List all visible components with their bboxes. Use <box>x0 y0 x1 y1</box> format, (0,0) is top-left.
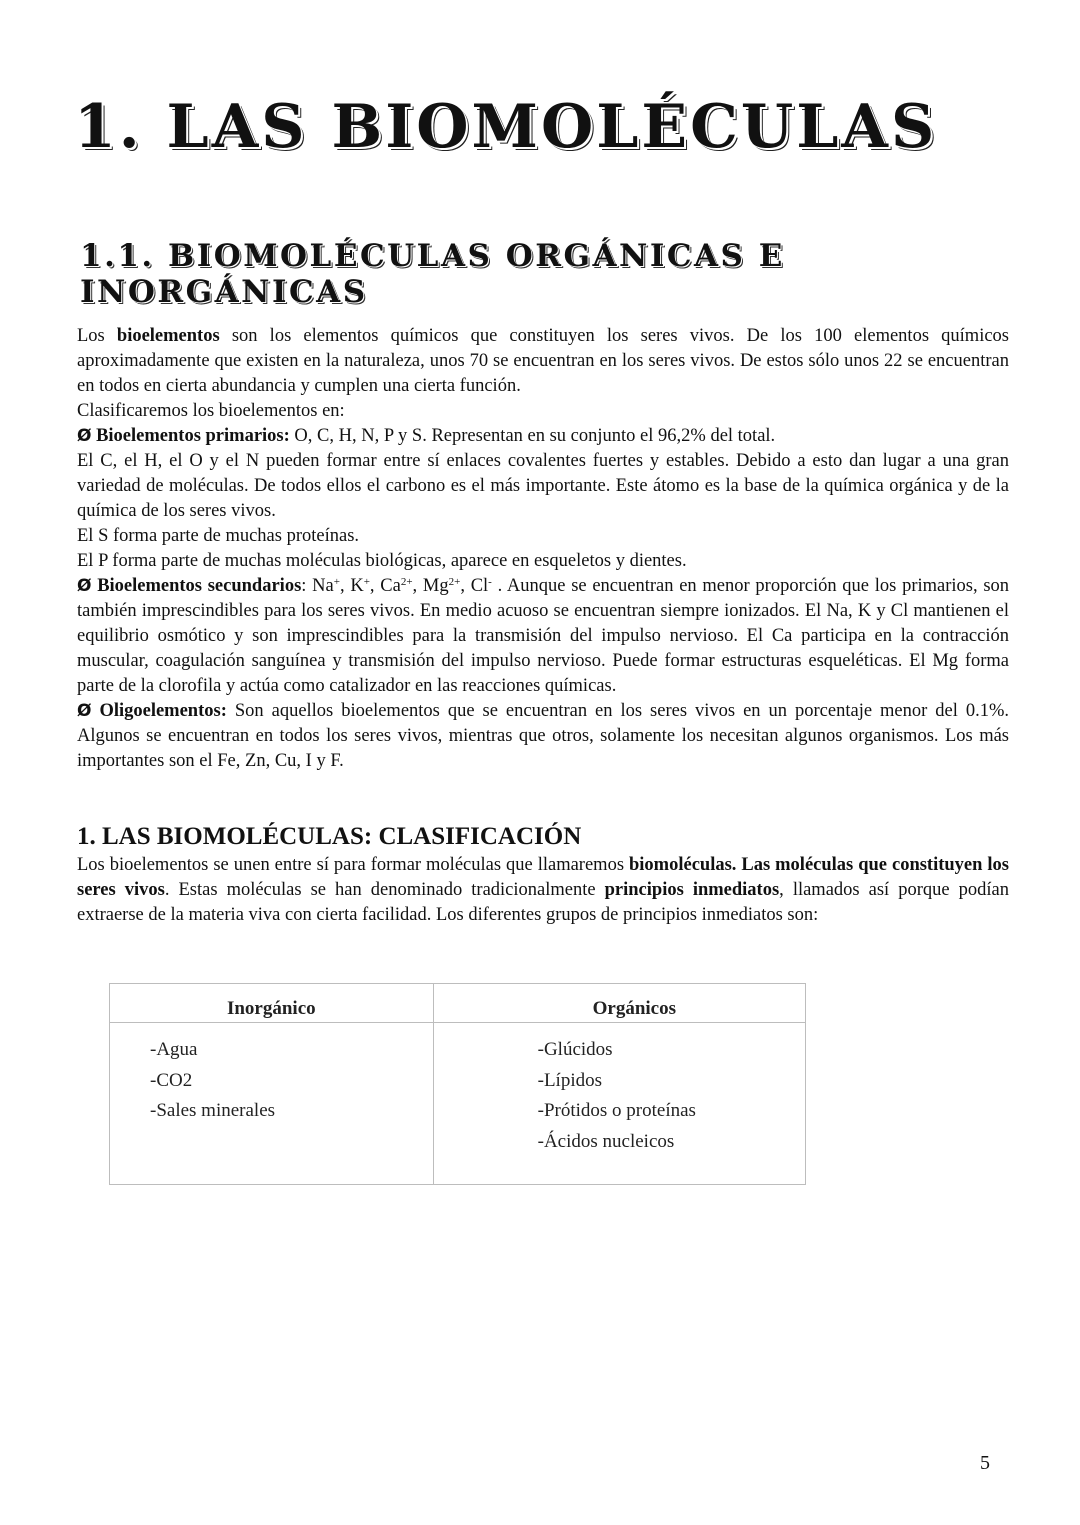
ion-k: K <box>350 576 364 596</box>
classify-line: Clasificaremos los bioelementos en: <box>77 401 345 421</box>
principles-table <box>109 983 806 1185</box>
oligo-text: Son aquellos bioelementos que se encuentran en los seres vivos en un porcentaje menor del 0.1%. Algunos se encuentran en todos los seres vivos, mientras que otros, solamente los necesitan algunos organismos. Los más importantes son el Fe, Zn, Cu, I y F. <box>77 701 1009 771</box>
intro-rest: son los elementos químicos que constituyen los seres vivos. De los 100 elementos químicos aproximadamente que existen en la naturaleza, unos 70 se encuentran en los seres vivos. De estos sólo unos 22 se encuentran en todos en cierta abundancia y cumplen una cierta función. <box>77 326 1009 396</box>
section-subtitle: 1.1. BIOMOLÉCULAS ORGÁNICAS E INORGÁNICAS <box>80 238 785 310</box>
list-item: -Ácidos nucleicos <box>537 1130 675 1152</box>
list-item: -Agua <box>150 1039 198 1060</box>
text-run: , llamados así porque podían extraerse de la materia viva con cierta facilidad. Los diferentes grupos de principios inmediatos son: <box>77 880 1009 925</box>
separator: , <box>412 576 423 596</box>
bioelements-section <box>77 324 1009 774</box>
ion-charge: + <box>363 576 370 588</box>
section-heading: 1. LAS BIOMOLÉCULAS: CLASIFICACIÓN <box>77 823 582 850</box>
page-title: 1. LAS BIOMOLÉCULAS <box>74 92 938 162</box>
table-header-row <box>110 984 806 1023</box>
primarios-item <box>77 424 1009 449</box>
list-item: -Sales minerales <box>150 1100 276 1121</box>
primarios-paragraph-1: El C, el H, el O y el N pueden formar entre sí enlaces covalentes fuertes y estables. Debido a esto dan lugar a una gran variedad de moléculas. De todos ellos el carbono es el más importante. Este átomo es la base de la química orgánica y de la química de los seres vivos. <box>77 451 1009 521</box>
ion-cl: Cl <box>470 576 489 596</box>
page-number: 5 <box>980 1452 990 1474</box>
bullet-icon: Ø <box>77 426 92 446</box>
ion-charge: 2+ <box>400 576 413 588</box>
secundarios-item <box>77 574 1009 699</box>
primarios-text: O, C, H, N, P y S. Representan en su conjunto el 96,2% del total. <box>289 426 776 446</box>
organic-cell <box>433 1023 805 1185</box>
text-run: . Estas moléculas se han denominado tradicionalmente <box>164 880 605 900</box>
intro-term: bioelementos <box>116 326 220 346</box>
intro-paragraph <box>77 324 1009 399</box>
separator: , <box>460 576 471 596</box>
list-item: -CO2 <box>150 1069 193 1091</box>
primarios-paragraph-3: El P forma parte de muchas moléculas biológicas, aparece en esqueletos y dientes. <box>77 551 687 571</box>
text-run: Los bioelementos se unen entre sí para formar moléculas que llamaremos <box>77 855 629 875</box>
oligo-label: Oligoelementos: <box>99 701 227 721</box>
bold-run: biomoléculas. Las moléculas que constituyen los seres vivos <box>77 855 1010 900</box>
ion-charge: + <box>333 576 340 588</box>
secundarios-text: . Aunque se encuentran en menor proporción que los primarios, son también imprescindibles para los seres vivos. En medio acuoso se encuentran siempre ionizados. El Na, K y Cl mantienen el equilibrio osmótico y son imprescindibles para la transmisión del impulso nervioso. El Ca participa en la contracción muscular, coagulación sanguínea y transmisión del impulso nervioso. Puede formar estructuras esqueléticas. El Mg forma parte de la clorofila y actúa como catalizador en las reacciones químicas. <box>77 576 1010 696</box>
inorganic-cell <box>110 1023 434 1185</box>
classification-paragraph <box>77 853 1009 928</box>
primarios-paragraph-2: El S forma parte de muchas proteínas. <box>77 526 360 546</box>
intro-lead: Los <box>77 326 117 346</box>
header-organic: Orgánicos <box>433 984 805 1023</box>
bullet-icon: Ø <box>77 576 92 596</box>
secundarios-label: Bioelementos secundarios <box>97 576 302 596</box>
colon: : <box>301 576 313 596</box>
header-inorganic: Inorgánico <box>110 984 434 1023</box>
oligo-item <box>77 699 1009 774</box>
separator: , <box>369 576 381 596</box>
separator: , <box>339 576 351 596</box>
table-row <box>110 1023 806 1185</box>
primarios-label: Bioelementos primarios: <box>96 426 290 446</box>
ion-na: Na <box>312 576 334 596</box>
ion-charge: 2+ <box>448 576 461 588</box>
classification-section <box>77 853 1009 928</box>
list-item: -Glúcidos <box>537 1039 613 1060</box>
list-item: -Prótidos o proteínas <box>537 1100 696 1121</box>
ion-ca: Ca <box>380 576 401 596</box>
bold-run: principios inmediatos <box>604 880 780 900</box>
list-item: -Lípidos <box>537 1069 603 1091</box>
ion-mg: Mg <box>422 576 449 596</box>
bullet-icon: Ø <box>77 701 92 721</box>
ion-charge: - <box>488 576 492 588</box>
